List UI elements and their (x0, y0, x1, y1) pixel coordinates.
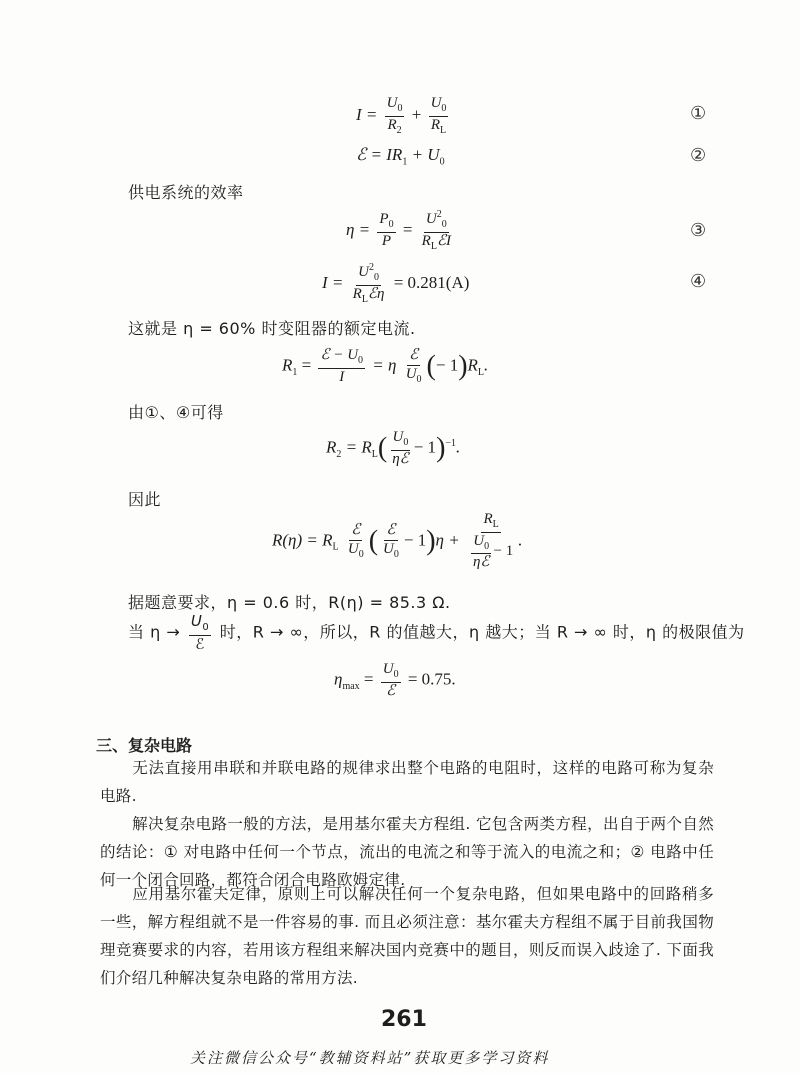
fraction: $\frac{U_0}{\text{ηℰ}}$ (392, 429, 409, 467)
fraction: $\frac{U_0}{R_L}$ (430, 95, 447, 136)
equation-2: ℰ = $IR_1 + U_0$ (356, 145, 445, 168)
fraction: $\frac{\text{ℰ}}{U_0}$ (383, 521, 399, 560)
requirement-text: 据题意要求，η = 0.6 时，R(η) = 85.3 Ω. (128, 593, 451, 612)
fraction: $\frac{P_0}{P}$ (379, 211, 394, 249)
rated-current-text: 这就是 η = 60% 时变阻器的额定电流. (128, 319, 416, 338)
equation-7: $R(\eta) = R_L$ $\frac{\text{ℰ}}{U_0}$ ( $\frac{\text{ℰ}}{U_0}$ − 1)η + $R_L$ $\frac{U_0}{\text{ηℰ}}$ − 1 . (272, 511, 523, 570)
fraction: $\frac{U_0}{\text{ℰ}}$ (382, 661, 399, 699)
fraction: $\frac{\text{ℰ}}{U_0}$ (405, 347, 422, 385)
fraction: $\frac{U_0}{R_2}$ (386, 95, 403, 136)
efficiency-label: 供电系统的效率 (128, 183, 244, 202)
equation-5: $R_1$ = $\frac{ℰ - U_0}{I}$ = η $\frac{\text{ℰ}}{U_0}$ (− $1)R_L$. (282, 347, 489, 385)
fraction: $R_L$ $\frac{U_0}{\text{ηℰ}}$ − 1 (472, 511, 514, 570)
fraction: $\frac{ℰ - U_0}{I}$ (320, 347, 364, 385)
from-equations-text: 由①、④可得 (128, 403, 224, 422)
equation-marker-4: ④ (690, 271, 707, 292)
paragraph-1: 无法直接用串联和并联电路的规律求出整个电路的电阻时，这样的电路可称为复杂电路. (100, 759, 714, 805)
equation-6: $R_2 = R_L$( $\frac{U_0}{\text{ηℰ}}$ − 1)$^{-1}$. (326, 429, 461, 467)
equation-4: I = $\frac{U^2_0}{R_Lℰ\eta}$ = 0.281(A) (322, 262, 470, 305)
equation-marker-3: ③ (690, 220, 707, 241)
fraction: $\frac{U_0}{\text{ℰ}}$ (190, 612, 210, 653)
fraction: $\frac{U^2_0}{R_Lℰ\eta}$ (352, 262, 385, 305)
fraction: $\frac{U^2_0}{R_LℰI}$ (421, 209, 452, 252)
equation-3: η = $\frac{P_0}{P}$ = $\frac{U^2_0}{R_LℰI}$ (346, 209, 452, 252)
equation-8: $\eta_{max}$ = $\frac{U_0}{\text{ℰ}}$ = 0.75. (334, 661, 456, 699)
equation-1: I = $\frac{U_0}{R_2}$ + $\frac{U_0}{R_L}$ (356, 95, 447, 136)
equation-marker-2: ② (690, 145, 707, 166)
paragraph-2: 解决复杂电路一般的方法，是用基尔霍夫方程组. 它包含两类方程，出自于两个自然的结论：① 对电路中任何一个节点，流出的电流之和等于流入的电流之和；② 电路中任何一个闭合回路，都符合闭合电路欧姆定律. (100, 815, 714, 889)
fraction: $\frac{\text{ℰ}}{U_0}$ (347, 521, 364, 560)
paragraph-3: 应用基尔霍夫定律，原则上可以解决任何一个复杂电路，但如果电路中的回路稍多一些，解方程组就不是一件容易的事. 而且必须注意：基尔霍夫方程组不属于目前我国物理竞赛要求的内容，若用该方程组来解决国内竞赛中的题目，则反而误入歧途了. 下面我们介绍几种解决复杂电路的常用方法. (100, 885, 714, 987)
section-heading: 三、复杂电路 (96, 736, 193, 755)
limit-text: 当 η → $\frac{U_0}{\text{ℰ}}$ 时，R → ∞，所以，R 的值越大，η 越大；当 R → ∞ 时，η 的极限值为 (128, 612, 745, 653)
therefore-text: 因此 (128, 490, 162, 509)
equation-marker-1: ① (690, 103, 707, 124)
page-number: 261 (381, 1007, 427, 1032)
footer-watermark: 关注微信公众号“教辅资料站”获取更多学习资料 (190, 1049, 550, 1067)
